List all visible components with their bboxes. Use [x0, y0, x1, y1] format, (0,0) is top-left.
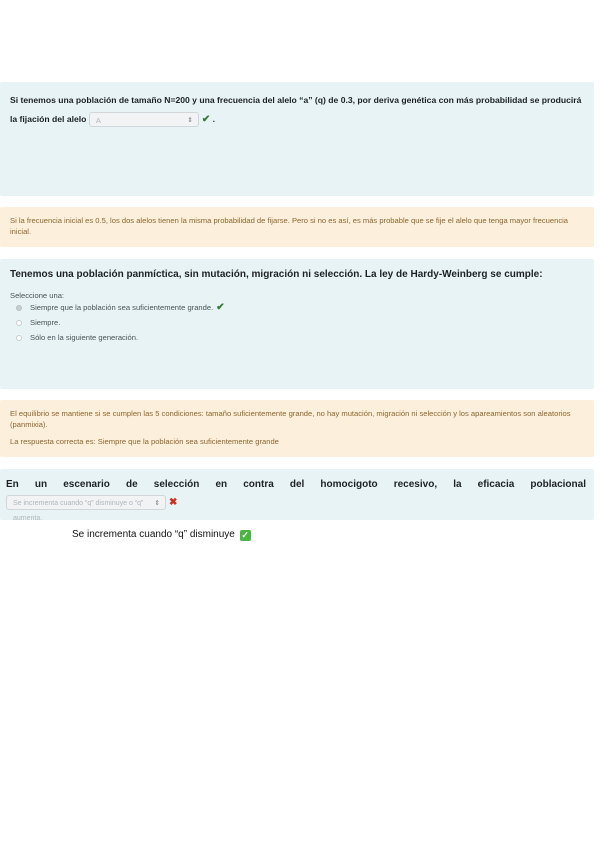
select-arrow-icon: ⇕ [154, 500, 160, 508]
answer-option-label: Siempre. [30, 318, 61, 327]
answer-option[interactable] [10, 315, 584, 330]
question-1-select-value: A [95, 116, 101, 126]
radio-unselected[interactable] [16, 335, 22, 341]
feedback-2-text: El equilibrio se mantiene si se cumplen las 5 condiciones: tamaño suficientemente grande, no hay mutación, migración ni selección y los apareamientos son aleatorios (panmixia). [10, 409, 571, 429]
question-3-text: En un escenario de selección en contra del homocigoto recesivo, la eficacia poblacional [6, 479, 586, 490]
radio-unselected[interactable] [16, 320, 22, 326]
answer-note-text: Se incrementa cuando “q” disminuye [72, 529, 235, 540]
green-check-box-icon: ✓ [241, 530, 249, 540]
question-1-prompt: Si tenemos una población de tamaño N=200 y una frecuencia del alelo “a” (q) de 0.3, por deriva genética con más probabilidad se producirá la fijación del alelo [10, 95, 582, 124]
correct-answer-text: La respuesta correcta es: Siempre que la población sea suficientemente grande [10, 437, 279, 446]
question-2-card [0, 259, 594, 389]
feedback-2 [0, 400, 594, 457]
answer-option[interactable] [10, 300, 584, 315]
question-2-instructions: Seleccione una: [10, 291, 65, 300]
answer-option-label: Siempre que la población sea suficientemente grande. [30, 303, 214, 312]
feedback-1-text: Si la frecuencia inicial es 0.5, los dos alelos tienen la misma probabilidad de fijarse. Pero si no es así, es más probable que se fije el alelo que tenga mayor frecuencia inicial. [10, 216, 569, 236]
question-1-select[interactable] [89, 112, 199, 127]
radio-selected[interactable] [16, 305, 22, 311]
correct-check-icon: ✔ [216, 302, 225, 313]
question-1-suffix: . [212, 114, 215, 124]
question-1-text [10, 91, 586, 129]
answer-note [72, 529, 251, 541]
question-2-text: Tenemos una población panmíctica, sin mutación, migración ni selección. La ley de Hardy-Weinberg se cumple: [10, 269, 543, 280]
answer-option[interactable] [10, 330, 584, 345]
select-arrow-icon: ⇕ [187, 117, 193, 125]
feedback-1 [0, 207, 594, 247]
question-3-select[interactable] [6, 495, 166, 523]
incorrect-cross-icon: ✖ [169, 497, 178, 509]
correct-check-icon: ✔ [201, 114, 211, 126]
answer-option-label: Sólo en la siguiente generación. [30, 333, 139, 342]
question-3-card [0, 469, 594, 523]
question-1-card [0, 82, 594, 196]
question-3-select-value: Se incrementa cuando “q” disminuye o “q” aumenta. [13, 500, 144, 523]
